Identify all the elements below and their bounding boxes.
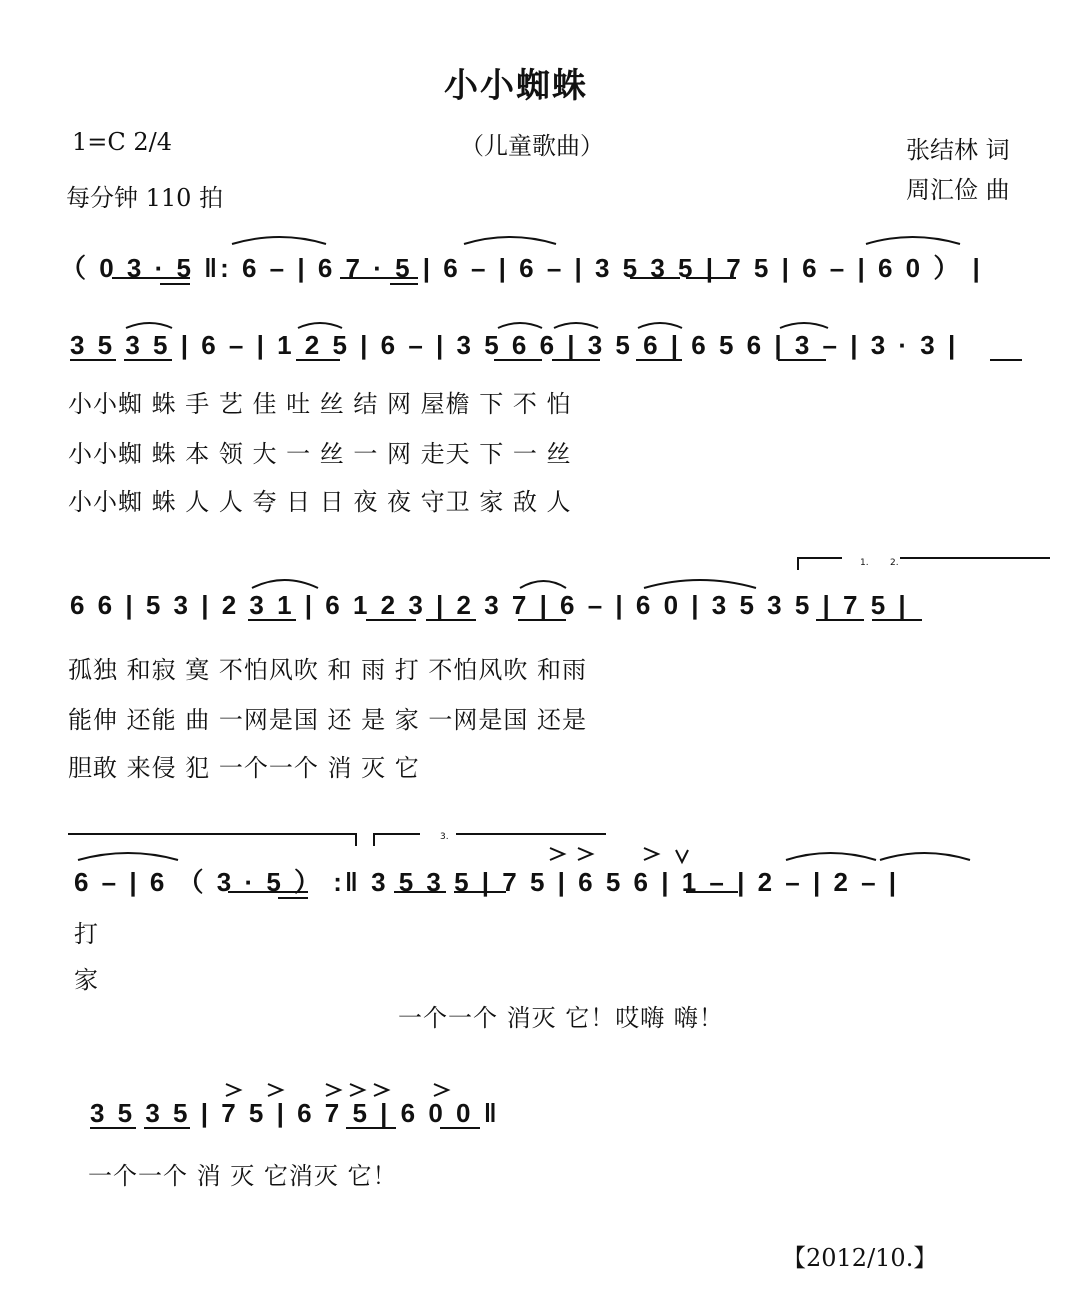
breath-mark bbox=[676, 850, 688, 862]
volta-bracket bbox=[798, 558, 842, 570]
lyric-line2-verse1: 小小蜘 蛛 手 艺 佳 吐 丝 结 网 屋檐 下 不 怕 bbox=[68, 390, 572, 418]
lyric-line2-verse3: 小小蜘 蛛 人 人 夸 日 日 夜 夜 守卫 家 敌 人 bbox=[68, 488, 572, 516]
volta-3-label: 3. bbox=[440, 832, 449, 842]
slur bbox=[232, 237, 326, 244]
score-line-5: 3 5 3 5 | 7 5 | 6 7 5 | 6 0 0 ‖ bbox=[90, 1098, 500, 1128]
lyricist-credit: 张结林 词 bbox=[906, 136, 1010, 164]
composer-credit: 周汇俭 曲 bbox=[906, 176, 1010, 204]
slur bbox=[638, 323, 682, 328]
accent-mark bbox=[226, 1084, 448, 1096]
slur bbox=[880, 853, 970, 860]
accent-mark bbox=[550, 848, 658, 860]
lyric-line2-verse2: 小小蜘 蛛 本 领 大 一 丝 一 网 走天 下 一 丝 bbox=[68, 440, 572, 468]
slur bbox=[498, 323, 542, 328]
volta-bracket bbox=[374, 834, 420, 846]
slur bbox=[464, 237, 556, 244]
lyric-line3-verse2: 能伸 还能 曲 一网是国 还 是 家 一网是国 还是 bbox=[68, 706, 588, 734]
slur bbox=[298, 323, 342, 328]
key-and-time-signature: 1=C 2/4 bbox=[72, 128, 172, 156]
date-stamp: 【2012/10.】 bbox=[782, 1244, 938, 1272]
score-line-3: 6 6 | 5 3 | 2 3 1 | 6 1 2 3 | 2 3 7 | 6 – | 6 0 | 3 5 3 5 | 7 5 | bbox=[70, 590, 909, 620]
slur bbox=[644, 580, 756, 588]
slur bbox=[554, 323, 598, 328]
volta-bracket bbox=[68, 834, 356, 846]
score-line-1: （ 0 3 · 5 ‖: 6 – | 6 7 · 5 | 6 – | 6 – | 3 5 3 5 | 7 5 | 6 – | 6 0 ） | bbox=[60, 253, 983, 283]
lyric-line4-coda: 一个一个 消灭 它！哎嗨 嗨！ bbox=[398, 1004, 724, 1032]
score-line-2: 3 5 3 5 | 6 – | 1 2 5 | 6 – | 3 5 6 6 | 3 5 6 | 6 5 6 | 3 – | 3 · 3 | bbox=[70, 330, 959, 360]
song-subtitle: （儿童歌曲） bbox=[460, 132, 604, 160]
score-line-4: 6 – | 6 （ 3 · 5 ） :‖ 3 5 3 5 | 7 5 | 6 5 6 | 1 – | 2 – | 2 – | bbox=[74, 867, 900, 897]
volta-1-label: 1. bbox=[860, 558, 869, 568]
lyric-line3-verse3: 胆敢 来侵 犯 一个一个 消 灭 它 bbox=[68, 754, 420, 782]
lyric-line4-verse1: 打 bbox=[74, 920, 99, 948]
slur bbox=[78, 853, 178, 860]
slur bbox=[786, 853, 876, 860]
slur bbox=[126, 323, 172, 328]
lyric-line4-verse2: 家 bbox=[74, 966, 99, 994]
lyric-line5: 一个一个 消 灭 它消灭 它！ bbox=[88, 1162, 398, 1190]
slur bbox=[252, 580, 318, 588]
tempo-marking: 每分钟 110 拍 bbox=[66, 184, 224, 212]
slur bbox=[866, 237, 960, 244]
slur bbox=[520, 581, 566, 588]
slur bbox=[780, 323, 828, 328]
volta-2-label: 2. bbox=[890, 558, 899, 568]
lyric-line3-verse1: 孤独 和寂 寞 不怕风吹 和 雨 打 不怕风吹 和雨 bbox=[68, 656, 588, 684]
song-title: 小小蜘蛛 bbox=[444, 66, 588, 106]
